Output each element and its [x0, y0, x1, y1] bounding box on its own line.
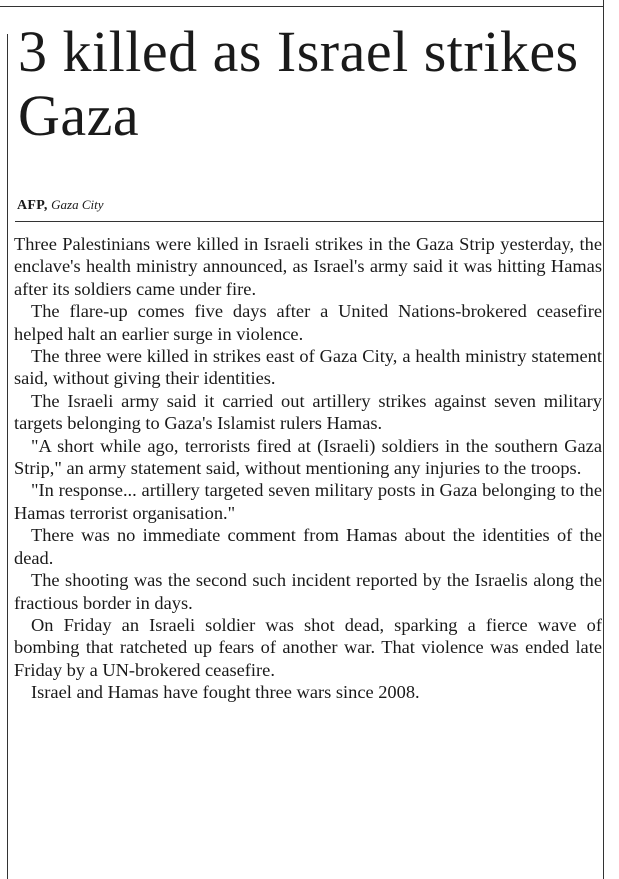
- byline: [17, 197, 104, 214]
- article-paragraph: "In response... artillery targeted seven military posts in Gaza belonging to the Hamas terrorist organisation.": [14, 480, 602, 523]
- article-paragraph: The three were killed in strikes east of Gaza City, a health ministry statement said, without giving their identities.: [14, 346, 602, 389]
- article-paragraph: "A short while ago, terrorists fired at (Israeli) soldiers in the southern Gaza Strip," an army statement said, without mentioning any injuries to the troops.: [14, 435, 602, 479]
- byline-divider: [15, 221, 603, 222]
- column-left-border: [7, 34, 8, 879]
- article-paragraph: There was no immediate comment from Hamas about the identities of the dead.: [14, 525, 602, 568]
- article-paragraph: The shooting was the second such incident reported by the Israelis along the fractious border in days.: [14, 570, 602, 613]
- column-top-border: [0, 6, 604, 7]
- byline-dateline: Gaza City: [51, 197, 104, 212]
- article-paragraph: The flare-up comes five days after a United Nations-brokered ceasefire helped halt an earlier surge in violence.: [14, 301, 602, 344]
- article-body: [14, 233, 602, 704]
- article-paragraph: On Friday an Israeli soldier was shot dead, sparking a fierce wave of bombing that ratcheted up fears of another war. That violence was ended late Friday by a UN-brokered ceasefire.: [14, 614, 602, 680]
- article-paragraph: Three Palestinians were killed in Israeli strikes in the Gaza Strip yesterday, the enclave's health ministry announced, as Israel's army said it was hitting Hamas after its soldiers came under fire.: [14, 234, 602, 299]
- article-paragraph: The Israeli army said it carried out artillery strikes against seven military targets belonging to Gaza's Islamist rulers Hamas.: [14, 390, 602, 434]
- headline: 3 killed as Israel strikes Gaza: [18, 19, 579, 148]
- column-right-border: [603, 0, 604, 879]
- byline-agency: AFP,: [17, 198, 48, 213]
- article-paragraph: Israel and Hamas have fought three wars since 2008.: [31, 682, 420, 703]
